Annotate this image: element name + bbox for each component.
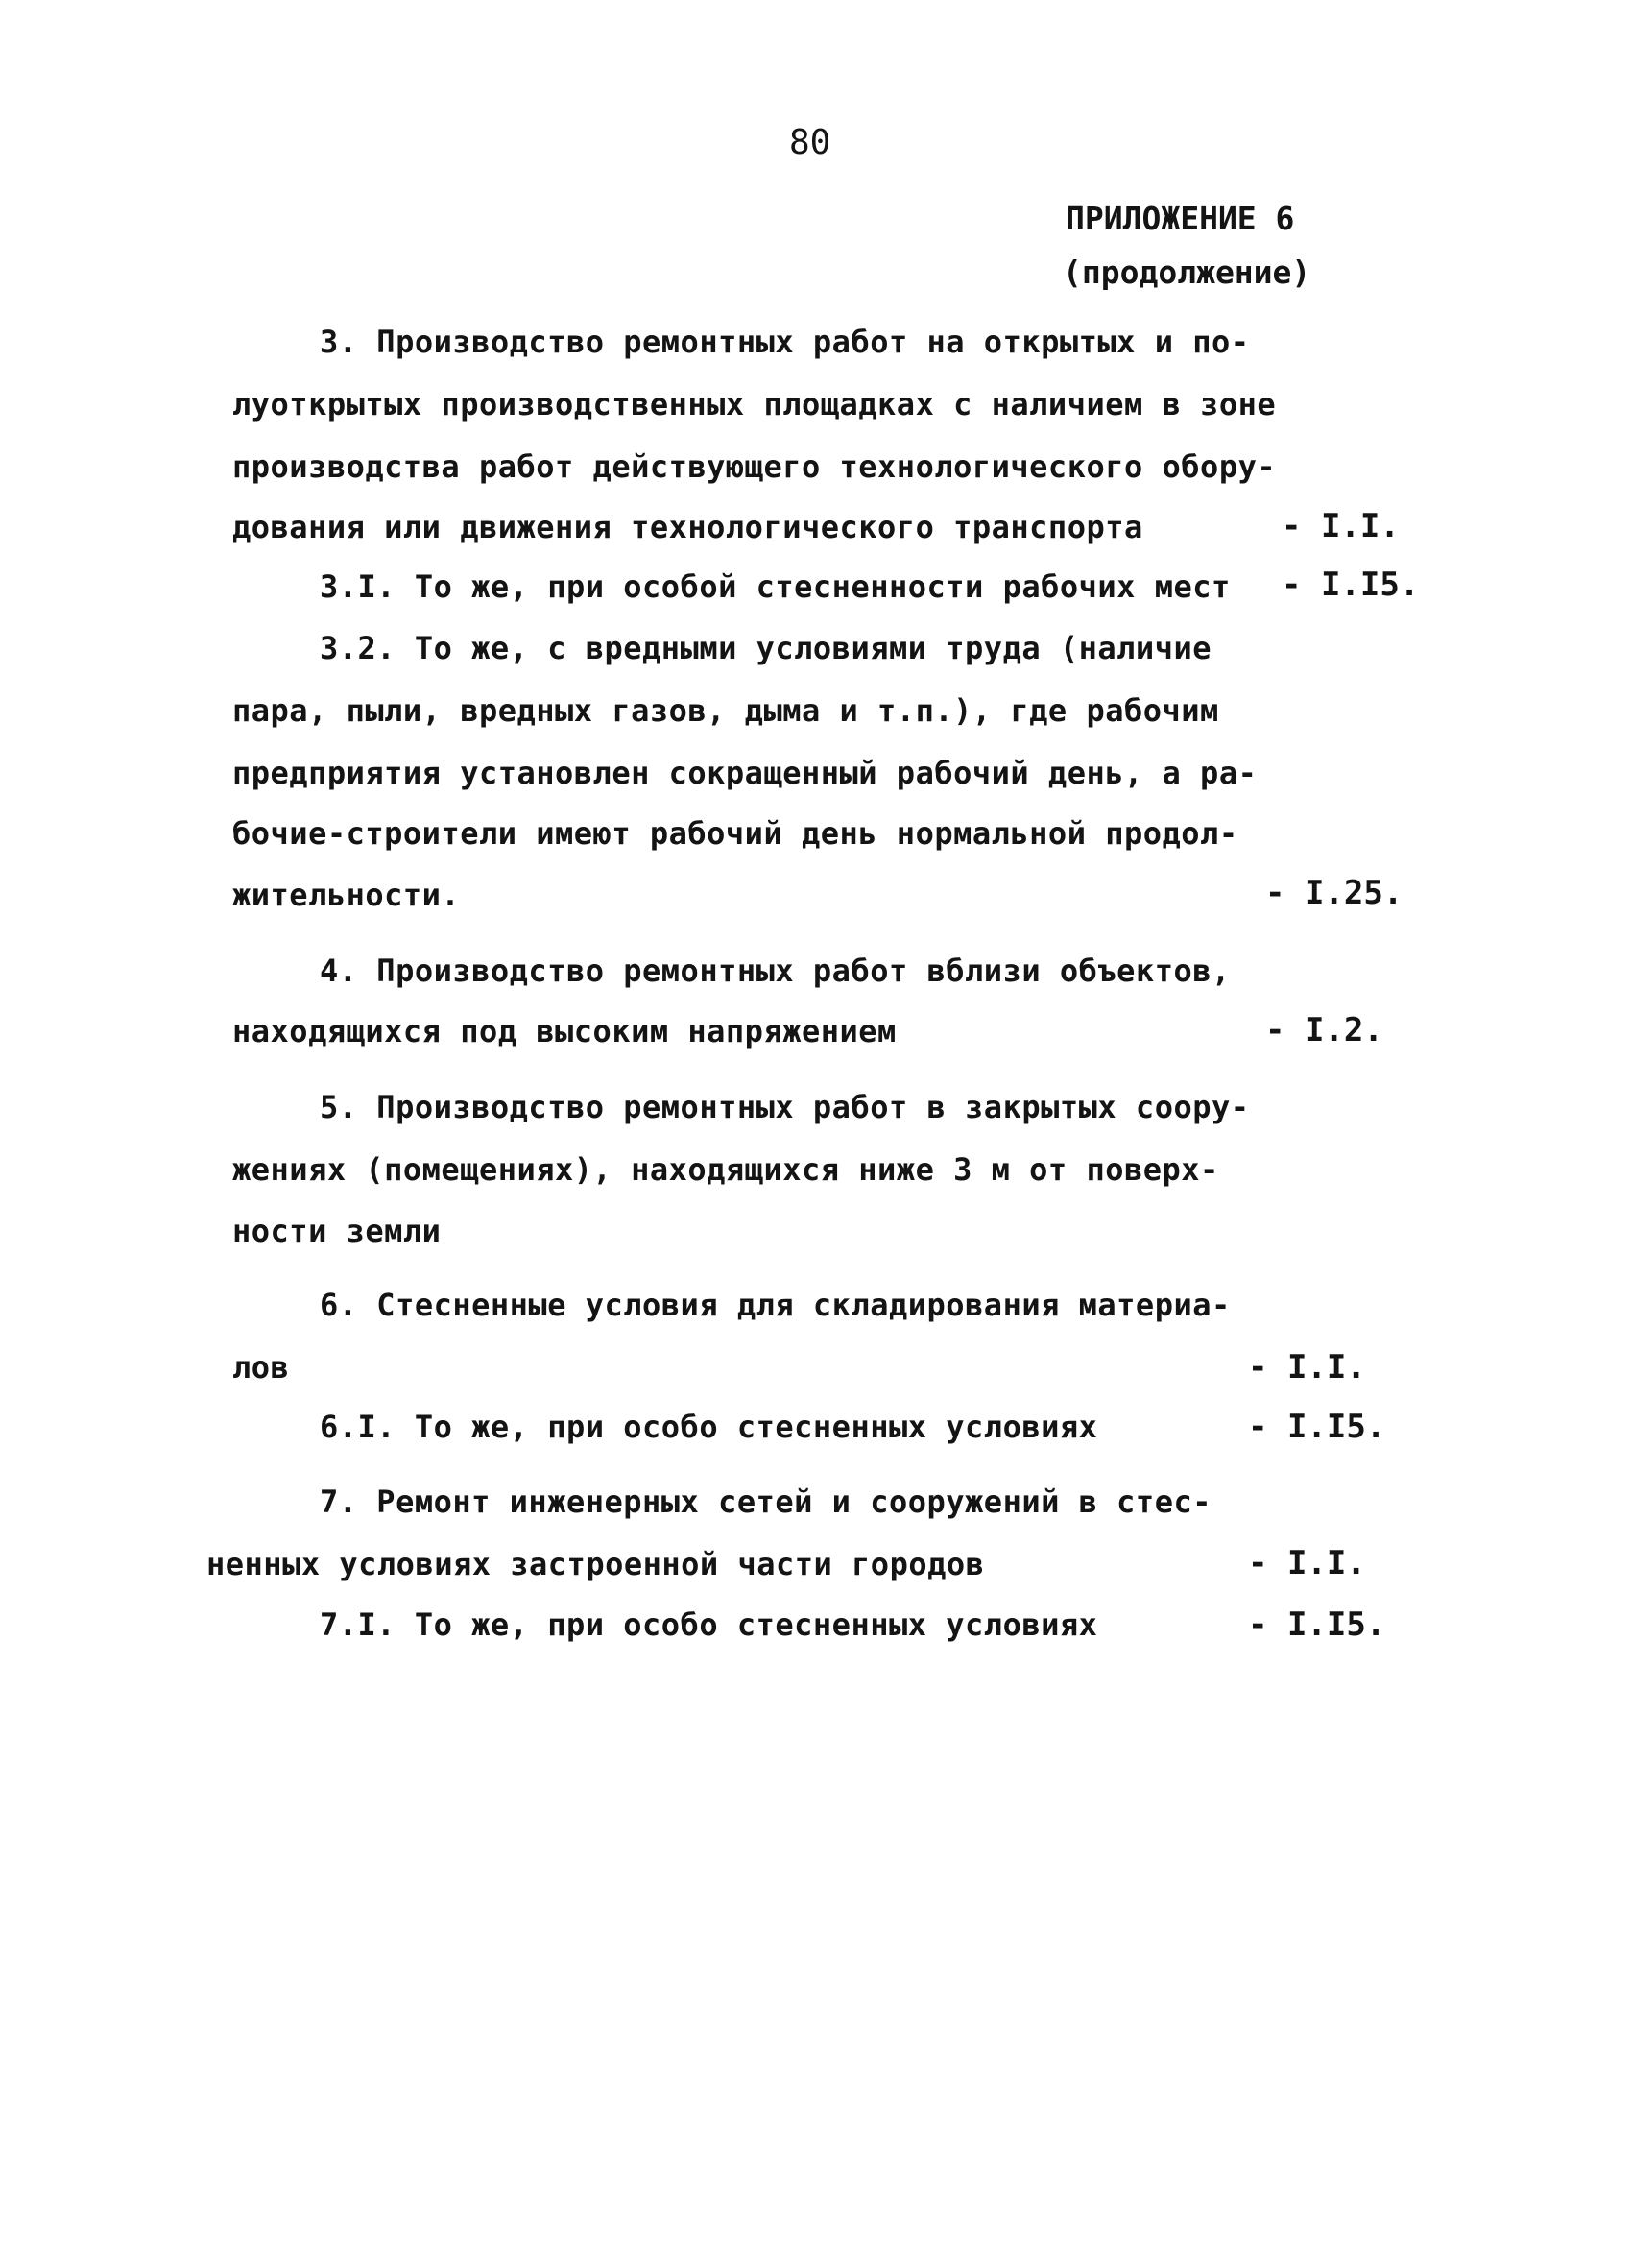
- item-3-line-2: луоткрытых производственных площадках с наличием в зоне: [232, 386, 1277, 422]
- item-4-line-2: находящихся под высоким напряжением: [232, 1013, 897, 1050]
- item-6-coefficient: - I.I.: [1248, 1348, 1366, 1387]
- item-3-2-line-1: 3.2. То же, с вредными условиями труда (наличие: [320, 630, 1212, 666]
- item-3-2-line-2: пара, пыли, вредных газов, дыма и т.п.), где рабочим: [232, 692, 1219, 729]
- item-3-coefficient: - I.I.: [1282, 507, 1400, 545]
- item-6-line-1: 6. Стесненные условия для складирования материа-: [320, 1287, 1231, 1323]
- page-number: 80: [789, 123, 831, 162]
- item-3-2-coefficient: - I.25.: [1265, 874, 1404, 912]
- item-3-line-3: производства работ действующего технологического обору-: [232, 448, 1277, 485]
- item-5-line-2: жениях (помещениях), находящихся ниже 3 м от поверх-: [232, 1151, 1219, 1188]
- item-7-coefficient: - I.I.: [1248, 1544, 1366, 1582]
- item-7-line-1: 7. Ремонт инженерных сетей и сооружений в стес-: [320, 1484, 1212, 1520]
- item-7-1-line-1: 7.I. То же, при особо стесненных условиях: [320, 1606, 1098, 1643]
- item-3-1-coefficient: - I.I5.: [1282, 566, 1420, 604]
- item-3-2-line-4: бочие-строители имеют рабочий день нормальной продол-: [232, 815, 1238, 852]
- item-3-line-1: 3. Производство ремонтных работ на открытых и по-: [320, 324, 1250, 360]
- item-4-line-1: 4. Производство ремонтных работ вблизи объектов,: [320, 953, 1231, 989]
- item-5-line-3: ности земли: [232, 1213, 442, 1249]
- item-5-line-1: 5. Производство ремонтных работ в закрытых соору-: [320, 1089, 1250, 1125]
- item-3-2-line-5: жительности.: [232, 877, 461, 913]
- appendix-header: [1063, 192, 1315, 300]
- item-6-line-2: лов: [232, 1349, 290, 1386]
- item-3-1-line-1: 3.I. То же, при особой стесненности рабочих мест: [320, 568, 1231, 605]
- item-6-1-coefficient: - I.I5.: [1248, 1408, 1386, 1446]
- appendix-title: ПРИЛОЖЕНИЕ 6: [1066, 200, 1295, 237]
- item-4-coefficient: - I.2.: [1265, 1011, 1383, 1050]
- item-3-2-line-3: предприятия установлен сокращенный рабочий день, а ра-: [232, 755, 1258, 791]
- item-3-line-4: дования или движения технологического транспорта: [232, 509, 1143, 545]
- appendix-continuation: (продолжение): [1063, 253, 1311, 291]
- item-7-line-2: ненных условиях застроенной части городов: [206, 1546, 985, 1582]
- item-6-1-line-1: 6.I. То же, при особо стесненных условиях: [320, 1409, 1098, 1445]
- item-7-1-coefficient: - I.I5.: [1248, 1605, 1386, 1644]
